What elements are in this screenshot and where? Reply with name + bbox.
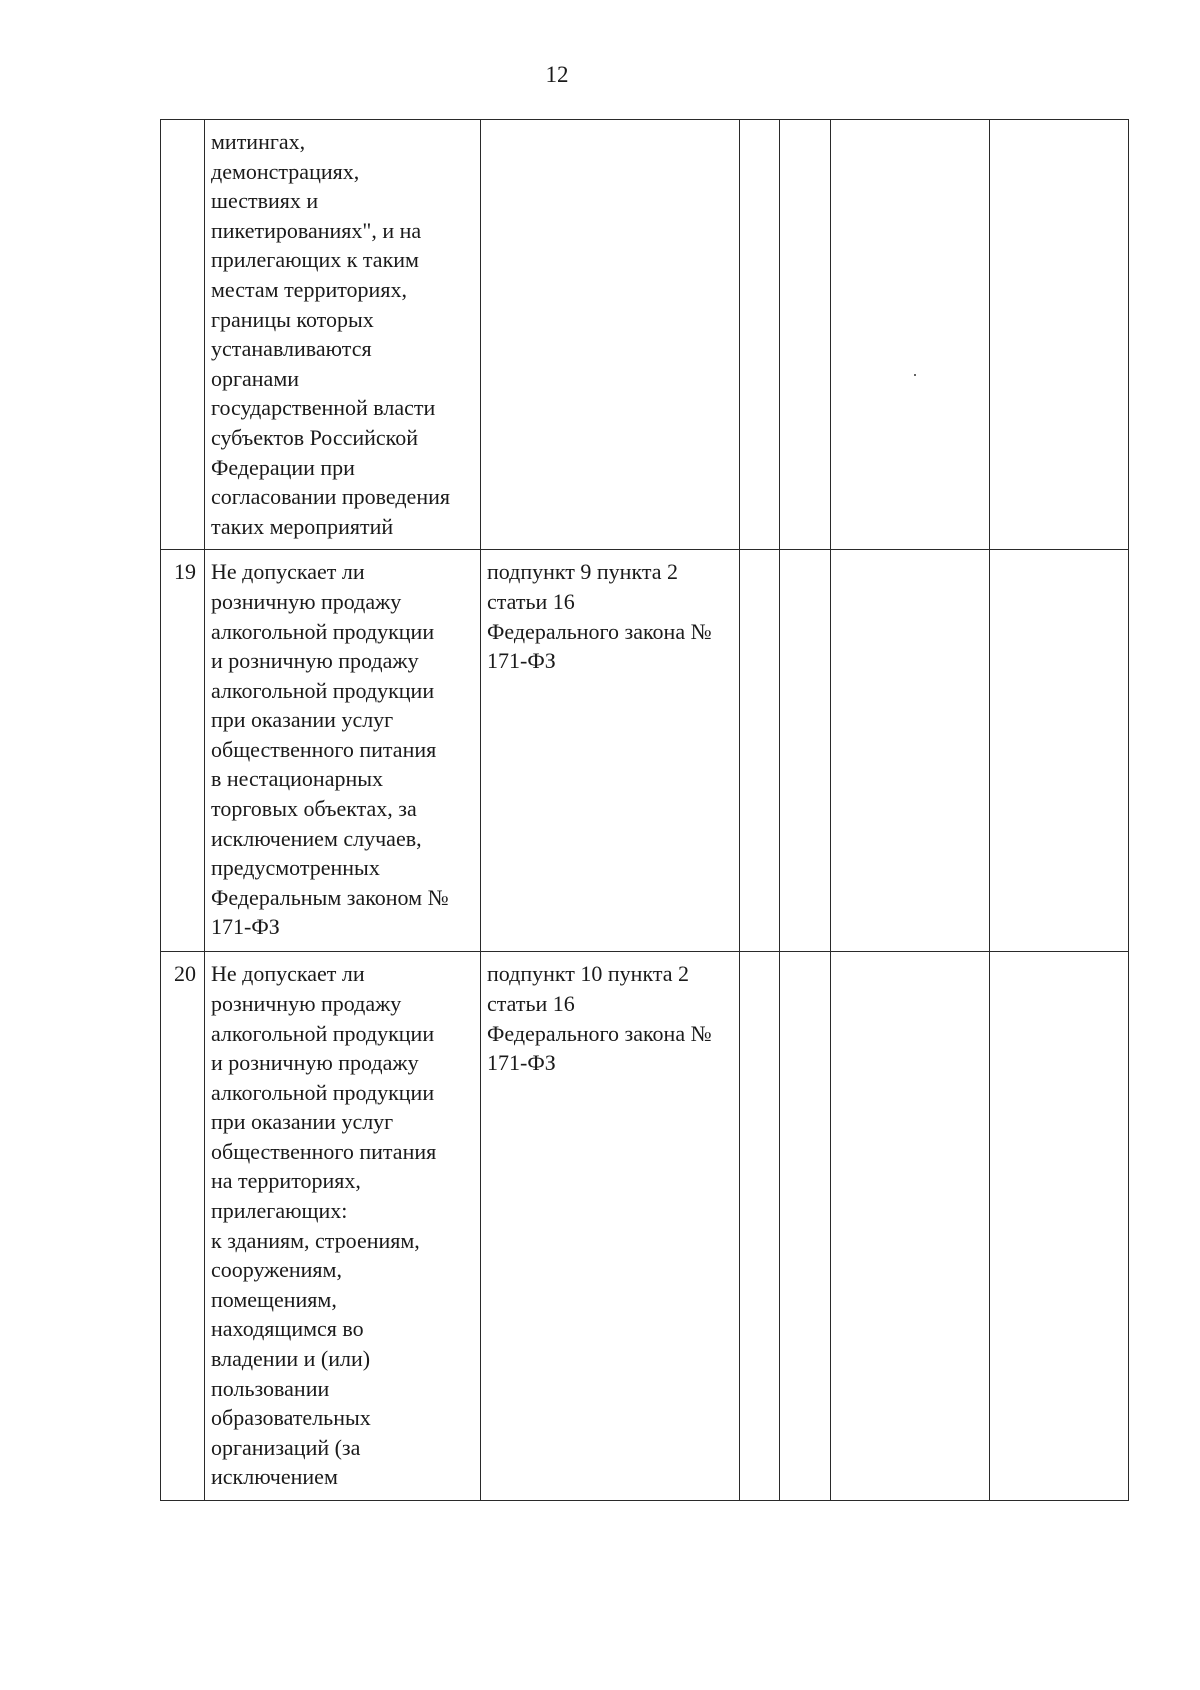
note-cell[interactable] bbox=[990, 550, 1129, 952]
requirement-cell: Не допускает ли розничную продажу алкогольной продукции и розничную продажу алкогольной продукции при оказании услуг общественного питания в нестационарных торговых объектах, за исключением случаев, предусмотренных Федеральным законом № 171-ФЗ bbox=[205, 550, 481, 952]
note-cell[interactable] bbox=[990, 120, 1129, 550]
table-row bbox=[161, 120, 1129, 550]
table-row bbox=[161, 550, 1129, 952]
row-number-cell bbox=[161, 120, 205, 550]
answer-yes-cell[interactable] bbox=[740, 952, 780, 1501]
answer-no-cell[interactable] bbox=[780, 120, 831, 550]
answer-not-applicable-cell[interactable] bbox=[831, 550, 990, 952]
row-number-cell: 20 bbox=[161, 952, 205, 1501]
legal-reference-cell: подпункт 9 пункта 2 статьи 16 Федерального закона № 171-ФЗ bbox=[481, 550, 740, 952]
note-cell[interactable] bbox=[990, 952, 1129, 1501]
answer-yes-cell[interactable] bbox=[740, 120, 780, 550]
requirement-cell: митингах, демонстрациях, шествиях и пикетированиях", и на прилегающих к таким местам территориях, границы которых устанавливаются органами государственной власти субъектов Российской Федерации при согласовании проведения таких мероприятий bbox=[205, 120, 481, 550]
answer-no-cell[interactable] bbox=[780, 952, 831, 1501]
legal-reference-cell bbox=[481, 120, 740, 550]
answer-no-cell[interactable] bbox=[780, 550, 831, 952]
page-number: 12 bbox=[545, 62, 569, 87]
scan-speck bbox=[914, 374, 916, 376]
answer-not-applicable-cell[interactable] bbox=[831, 120, 990, 550]
checklist-table bbox=[160, 119, 1129, 1501]
table-row bbox=[161, 952, 1129, 1501]
answer-not-applicable-cell[interactable] bbox=[831, 952, 990, 1501]
legal-reference-cell: подпункт 10 пункта 2 статьи 16 Федерального закона № 171-ФЗ bbox=[481, 952, 740, 1501]
answer-yes-cell[interactable] bbox=[740, 550, 780, 952]
requirement-cell: Не допускает ли розничную продажу алкогольной продукции и розничную продажу алкогольной продукции при оказании услуг общественного питания на территориях, прилегающих: к зданиям, строениям, сооружениям, помещениям, находящимся во владении и (или) пользовании образовательных организаций (за исключением bbox=[205, 952, 481, 1501]
row-number-cell: 19 bbox=[161, 550, 205, 952]
